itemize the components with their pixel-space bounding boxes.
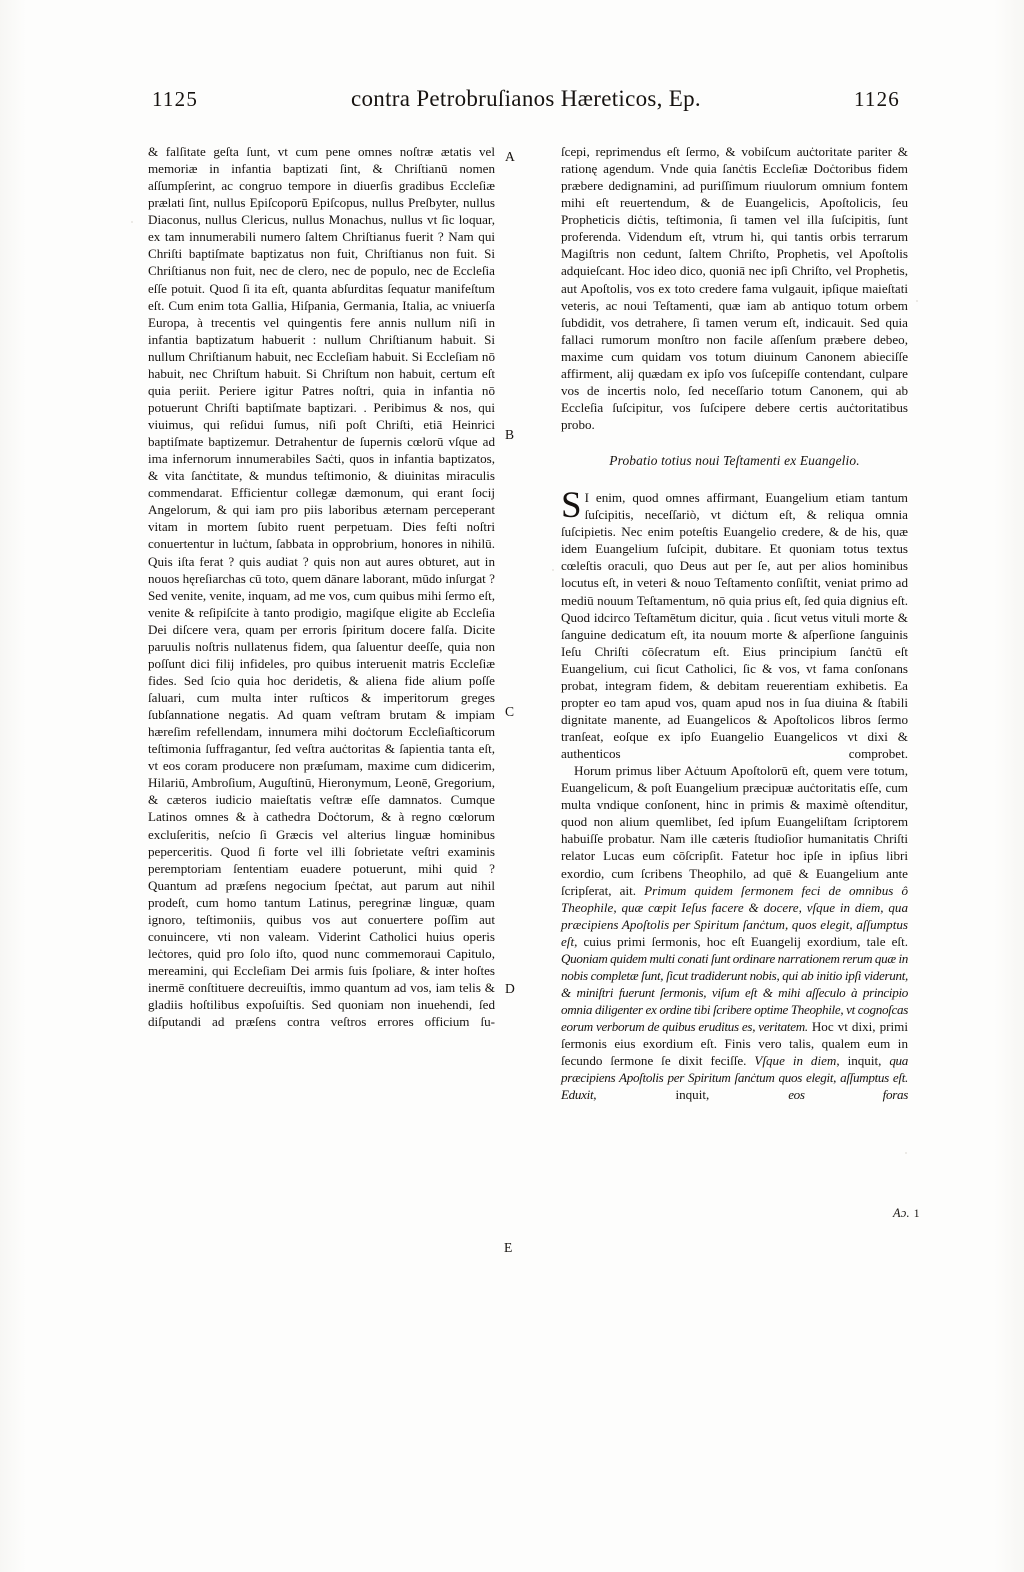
paragraph-text-run: , inquit, bbox=[836, 1053, 890, 1069]
left-text-column bbox=[148, 143, 495, 1030]
marginal-citation bbox=[893, 1206, 920, 1221]
paragraph: ſcepi, reprimendus eſt ſermo, & vobiſcum auċtoritate pariter & rationę agendum. Vnde quia ſanċtis Eccleſiæ Doċtoribus fidem præbere dedignamini, ad puriſſimum riuulorum omnium fontem mihi eſt reuertendum, & de Euangelicis, Apoſtolicis, ſeu Propheticis diċtis, teſtimonia, ſi tamen vel illa ſuſcipitis, ſunt proferenda. Videndum eſt, vtrum hi, qui tantis orbis terrarum Magiſtris non cedunt, ſaltem Chriſto, Prophetis, vel Apoſtolis adquieſcant. Hoc ideo dico, quoniā nec ipſi Chriſto, vel Prophetis, aut Apoſtolis, vos ex toto credere fama vulgauit, ipſique maieſtati veteris, ac noui Teſtamenti, quæ iam ab antiquo totum orbem ſubdidit, vos detrahere, ſi tamen verum eſt, indicauit. Sed quia fallaci rumorum monſtro non facile aſſenſum præbere debeo, maxime cum quidam vos totum diuinum Canonem abieciſſe affirment, alij quædam ex ipſo vos ſuſcepiſſe contendant, culpare vos de incertis nolo, ſed neceſſario totum Canonem, qui ab Eccleſia ſuſcipitur, vos ſuſcipere debere certis auċtoritatibus probo. bbox=[561, 144, 908, 432]
citation-chapter-number: 1 bbox=[913, 1208, 920, 1220]
running-head-title: contra Petrobruſianos Hæreticos, Ep. bbox=[351, 86, 701, 111]
scripture-quote: Vſque in diem bbox=[754, 1053, 837, 1069]
running-head bbox=[148, 86, 910, 120]
dropcap-lead-letters: I bbox=[584, 490, 589, 506]
drop-capital-letter: S bbox=[561, 485, 582, 527]
scripture-quote: Quoniam quidem multi conati ſunt ordinare narrationem rerum quæ in nobis completæ ſunt, ſicut tradiderunt nobis, qui ab initio ipſi viderunt, & miniſtri fuerunt ſermonis, viſum eſt & mihi aſſeculo à principio omnia diligenter ex ordine tibi ſcribere optime Theophile, vt cognoſcas eorum verborum de quibus eruditus es, veritatem. bbox=[561, 950, 908, 1035]
margin-letter-a: A bbox=[505, 149, 515, 164]
scan-speckle bbox=[131, 221, 133, 223]
right-text-column bbox=[561, 143, 908, 1103]
citation-book-abbrev: Aɔ. bbox=[893, 1206, 910, 1220]
final-paragraph bbox=[561, 762, 908, 1103]
paragraph-text-run: Horum primus liber Aċtuum Apoſtolorū eſt, quem vere totum, Euangelicum, & poſt Euangelium præcipuæ auċtoritatis eſſe, cum multa vndique conſonent, hinc in primis & maximè oſtenditur, quod non alium quemlibet, ſed ipſum Euangeliſtam ſcriptorem habuiſſe probatur. Nam ille cæteris ſtudioſior humanitatis Chriſti relator Lucas eum cōſcripſit. Fatetur hoc ipſe in ipſius libri exordio, cum ſcribens Theophilo, ad quē & Euangelium ante ſcripſerat, ait. bbox=[561, 763, 908, 898]
margin-letter-b: B bbox=[505, 427, 515, 442]
scan-edge-shadow-left bbox=[0, 0, 26, 1572]
margin-letter-e: E bbox=[504, 1240, 513, 1255]
scripture-quote: Primum quidem ſermonem feci de omnibus ô Theophile, quæ cœpit Ieſus facere & docere, vſque in diem, qua præcipiens Apoſtolis per Spiritum ſanċtum, quos elegit, aſſumptus eſt bbox=[561, 882, 909, 949]
scan-edge-shadow-right bbox=[994, 0, 1024, 1572]
right-column-body bbox=[561, 143, 908, 1103]
folio-number-right: 1126 bbox=[853, 87, 900, 111]
paragraph-with-dropcap bbox=[561, 485, 908, 762]
paragraph-text-run: Hoc vt dixi, primi ſermonis eius exordium eſt. Finis vero talis, qualem eum in ſecundo ſermone ſe dixit feciſſe. bbox=[561, 1019, 908, 1069]
paragraph-text-run: , inquit, bbox=[593, 1087, 789, 1103]
section-heading: Probatio totius noui Teſtamenti ex Euangelio. bbox=[609, 453, 860, 469]
paragraph-text: enim, quod omnes affirmant, Euangelium etiam tantum ſuſcipitis, neceſſariò, vt diċtum eſt, & reliqua omnia ſuſcipietis. Nec enim poteſtis Euangelio credere, & de his, quæ idem Euangelium ſuſcipit, dubitare. Et quoniam totus textus cœleſtis oraculi, quo Deus aut per ſe, aut per alios hominibus locutus eſt, in veteri & nouo Teſtamento conſiſtit, veniat primo ad mediū nouum Teſtamentum, nō quia prius eſt, ſed quia dignius eſt. Quod idcirco Teſtamētum dicitur, quia . ſicut vetus vituli morte & ſanguine dedicatum eſt, ita nouum morte & aſperſione ſanguinis Ieſu Chriſti cōſecratum eſt. Eius principium ſanċtū eſt Euangelium, cui ſicut Catholici, ſic & vos, vt fama conſonans probat, integram fidem, & debitam reuerentiam exhibetis. Ea propter eo tam apud vos, quam apud nos in ſua diuina & ſtabili dignitate manente, ad Euangelicos & Apoſtolicos libros ſermo tranſeat, eoſque ex ipſo Euangelio Euangelicos vt dixi & authenticos comprobet. bbox=[561, 490, 908, 762]
left-column-body bbox=[148, 143, 495, 1030]
margin-letter-d: D bbox=[505, 981, 515, 996]
scripture-quote: eos foras bbox=[788, 1087, 908, 1103]
paragraph: & falſitate geſta ſunt, vt cum pene omnes noſtræ ætatis vel memoriæ in infantia baptizati ſint, & Chriſtianū nomen aſſumpſerint, ac congruo tempore in diuerſis gradibus Eccleſiæ prælati ſint, nullus Epiſcoporū Epiſcopus, nullus Preſbyter, nullus Diaconus, nullus Clericus, nullus Monachus, nullus vt ſic loquar, ex tam innumerabili numero ſaltem Chriſtianus fuerit ? Nam qui Chriſti baptiſmate baptizatus non fuit, Chriſtianus non fuit. Si Chriſtianus non fuit, nec de clero, nec de populo, nec de Eccleſia eſſe potuit. Quod ſi ita eſt, quanta abſurditas ſequatur manifeſtum eſt. Cum enim tota Gallia, Hiſpania, Germania, Italia, ac vniuerſa Europa, à trecentis vel quingentis fere annis nullum niſi in infantia baptizatum habuerit : nullum Chriſtianum habuit. Si nullum Chriſtianum habuit, nec Eccleſiam habuit. Si Eccleſiam nō habuit, nec Chriſtum habuit. Si Chriſtum non habuit, certum eſt quia periit. Periere igitur Patres noſtri, quia in infantia nō potuerunt Chriſti baptiſmate baptizari. . Peribimus & nos, qui viuimus, qui reſidui ſumus, niſi poſt Chriſti, etiā Heinrici baptiſmate baptizemur. Detrahentur de ſupernis cœlorū vſque ad ima infernorum innumerabiles Saċti, quos in infantia baptizatos, & vita ſanċtitate, & mundus teſtimonio, & diuinitas miraculis commendarat. Efficientur collegæ dæmonum, qui erant ſocij Angelorum, & qui iam pro piis laboribus æternam perceperant vitam in mortem ſubito ruent perpetuam. Dies feſti noſtri conuertentur in luċtum, ſabbata in opprobrium, honores in nihilū. Quis iſta ferat ? quis audiat ? quis non aut aures obturet, aut in nouos hęreſiarchas cū toto, quem dānare laborant, mūdo inſurgat ? Sed venite, venite, inquam, ad me vos, cum quibus mihi ſermo eſt, venite & reſipiſcite à tanto prodigio, magiſque eligite ab Eccleſia Dei diſcere vera, quam per erroris ſpiritum docere falſa. Dicite paruulis noſtris nullatenus fidem, qua ſaluentur deeſſe, quia non poſſunt dici filij infideles, pro quibus interuenit matris Eccleſiæ fides. Sed ſcio quia hoc deridetis, & aliena fide alium poſſe ſaluari, cum multa inter ruſticos & imperitorum greges ſubſannatione negatis. Ad quam veſtram brutam & impiam hæreſim refellendam, innumera mihi doċtorum Eccleſiaſticorum teſtimonia ſuffragantur, ſed veſtra auċtoritas & ſapientia tanta eſt, vt eos coram producere non præſumam, maxime cum didicerim, Hilariū, Ambroſium, Auguſtinū, Hieronymum, Leonē, Gregorium, & cæteros iudicio maieſtatis veſtræ eſſe damnatos. Cumque Latinos omnes & à cathedra Doċtorum, & à regno cœlorum excluſeritis, neſcio ſi Græcis vel alterius linguæ hominibus peperceritis. Quod ſi forte vel illi ſobrietate veſtri examinis peremptoriam ſententiam euadere potuerunt, mihi quid ? Quantum ad præſens negocium ſpeċtat, aut parum aut nihil prodeſt, cum homo tantum Latinus, peregrinæ linguæ, quam ignoro, teſtimoniis, quibus vos aut conuertere poſſim aut conuincere, vti non valeam. Viderint Catholici huius operis leċtores, quid pro ſolo iſto, quod nunc commemoraui Capitulo, mereamini, qui Eccleſiam Dei armis ſuis ſpoliare, & inter hoſtes inermē conſtituere decreuiſtis, immo quantum ad vos, iam telis & gladiis hoſtilibus expoſuiſtis. Sed quoniam non inuehendi, ſed diſputandi ad præſens contra veſtros errores officium ſu- bbox=[148, 144, 495, 1030]
text-body-two-columns bbox=[148, 143, 908, 1523]
scan-speckle bbox=[916, 300, 918, 302]
scripture-quote: qua præcipiens Apoſtolis per Spiritum ſanċtum quos elegit, aſſumptus eſt. Eduxit bbox=[561, 1053, 908, 1103]
folio-number-left: 1125 bbox=[152, 87, 199, 111]
paragraph-text-run: , cuius primi ſermonis, hoc eſt Euangelij exordium, tale eſt. bbox=[574, 933, 908, 949]
margin-letter-c: C bbox=[505, 704, 515, 719]
